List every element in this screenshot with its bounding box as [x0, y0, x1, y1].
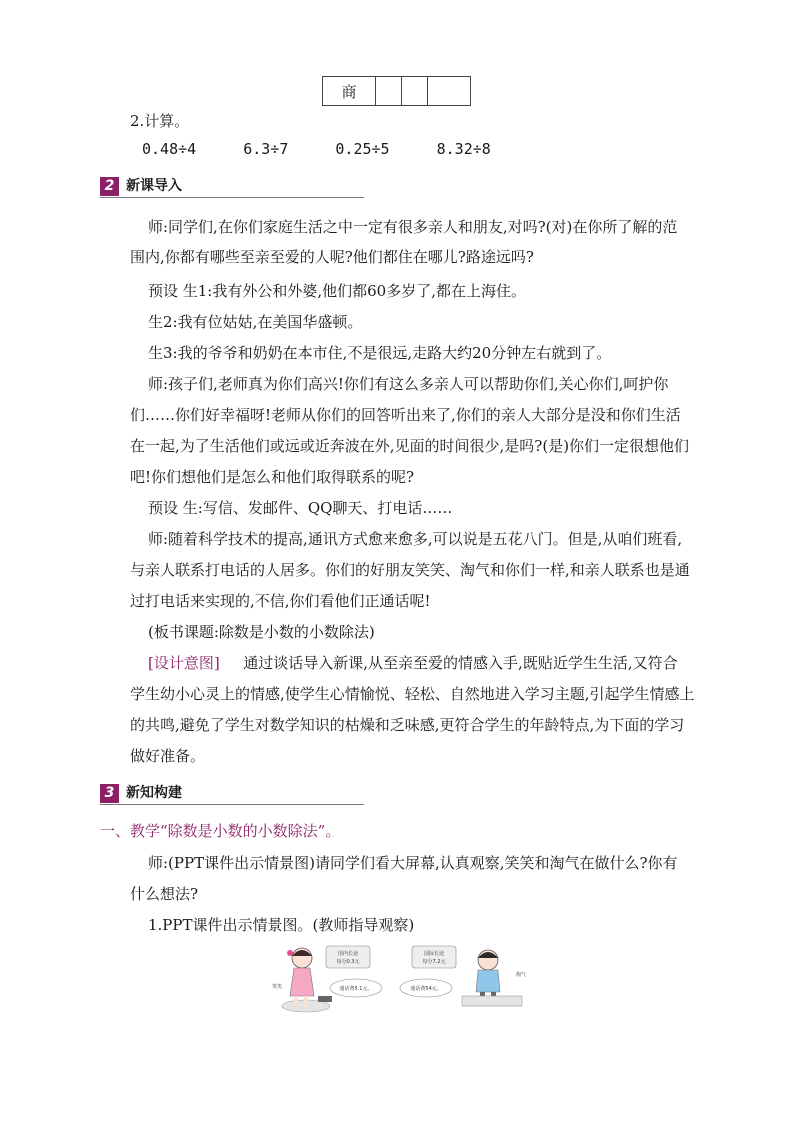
board-title-note: (板书课题:除数是小数的小数除法)	[148, 623, 375, 641]
section-header-intro	[100, 177, 364, 198]
design-intent-line	[148, 652, 728, 674]
quotient-label: 商	[323, 77, 376, 106]
paragraph: 围内,你都有哪些至亲至爱的人呢?他们都住在哪儿?路途远吗?	[130, 248, 534, 266]
calc-item: 6.3÷7	[243, 140, 289, 158]
paragraph: 预设 生1:我有外公和外婆,他们都60多岁了,都在上海住。	[148, 282, 526, 300]
quotient-cell	[402, 77, 428, 106]
paragraph: 什么想法?	[130, 885, 199, 903]
notice-intl-line2: 每分7.2元	[422, 959, 446, 965]
paragraph: 师:同学们,在你们家庭生活之中一定有很多亲人和朋友,对吗?(对)在你所了解的范	[148, 218, 678, 236]
calc-items	[142, 140, 529, 158]
bubble-left: 通话费5.1元。	[339, 986, 373, 992]
phone-call-illustration	[266, 944, 536, 1016]
section-number-badge: 2	[100, 177, 119, 196]
paragraph: 师:随着科学技术的提高,通讯方式愈来愈多,可以说是五花八门。但是,从咱们班看,	[148, 530, 683, 548]
paragraph: 生3:我的爷爷和奶奶在本市住,不是很远,走路大约20分钟左右就到了。	[148, 344, 612, 362]
paragraph: 们……你们好幸福呀!老师从你们的回答听出来了,你们的亲人大部分是没和你们生活	[130, 406, 681, 424]
paragraph: 的共鸣,避免了学生对数学知识的枯燥和乏味感,更符合学生的年龄特点,为下面的学习	[130, 716, 685, 734]
paragraph: 吧!你们想他们是怎么和他们取得联系的呢?	[130, 468, 415, 486]
calc-item: 0.25÷5	[335, 140, 390, 158]
question-2-heading: 2.计算。	[130, 112, 190, 130]
quotient-cell	[376, 77, 402, 106]
paragraph: 预设 生:写信、发邮件、QQ聊天、打电话……	[148, 499, 453, 517]
section-title: 新知构建	[126, 785, 182, 801]
scene-drawing	[266, 944, 536, 1016]
calc-item: 0.48÷4	[142, 140, 197, 158]
subheading: 一、教学“除数是小数的小数除法”。	[100, 822, 341, 840]
design-intent-text: 通过谈话导入新课,从至亲至爱的情感入手,既贴近学生生活,又符合	[243, 654, 678, 672]
notice-intl-line1: 国际长途	[423, 951, 445, 957]
design-intent-tag: [设计意图]	[148, 654, 220, 672]
paragraph: 做好准备。	[130, 747, 206, 765]
notice-domestic-line1: 国内长途	[337, 951, 359, 957]
section-title: 新课导入	[126, 178, 182, 194]
calc-item: 8.32÷8	[436, 140, 491, 158]
bubble-right: 通话费54元。	[410, 986, 442, 992]
name-left: 笑笑	[272, 984, 283, 990]
quotient-cell	[428, 77, 471, 106]
paragraph: 师:(PPT课件出示情景图)请同学们看大屏幕,认真观察,笑笑和淘气在做什么?你有	[148, 854, 678, 872]
paragraph: 师:孩子们,老师真为你们高兴!你们有这么多亲人可以帮助你们,关心你们,呵护你	[148, 375, 669, 393]
paragraph: 1.PPT课件出示情景图。(教师指导观察)	[148, 916, 415, 934]
girl-figure	[282, 948, 332, 1012]
table-row	[323, 77, 471, 106]
section-header-new-knowledge	[100, 784, 364, 805]
quotient-table	[322, 76, 471, 106]
paragraph: 学生幼小心灵上的情感,使学生心情愉悦、轻松、自然地进入学习主题,引起学生情感上	[130, 685, 695, 703]
paragraph: 生2:我有位姑姑,在美国华盛顿。	[148, 313, 363, 331]
paragraph: 与亲人联系打电话的人居多。你们的好朋友笑笑、淘气和你们一样,和亲人联系也是通	[130, 561, 690, 579]
notice-domestic-line2: 每分0.3元	[336, 959, 360, 965]
section-number-badge: 3	[100, 784, 119, 803]
name-right: 淘气	[516, 972, 527, 978]
paragraph: 在一起,为了生活他们或远或近奔波在外,见面的时间很少,是吗?(是)你们一定很想他们	[130, 437, 690, 455]
boy-figure	[462, 950, 522, 1006]
paragraph: 过打电话来实现的,不信,你们看他们正通话呢!	[130, 592, 431, 610]
